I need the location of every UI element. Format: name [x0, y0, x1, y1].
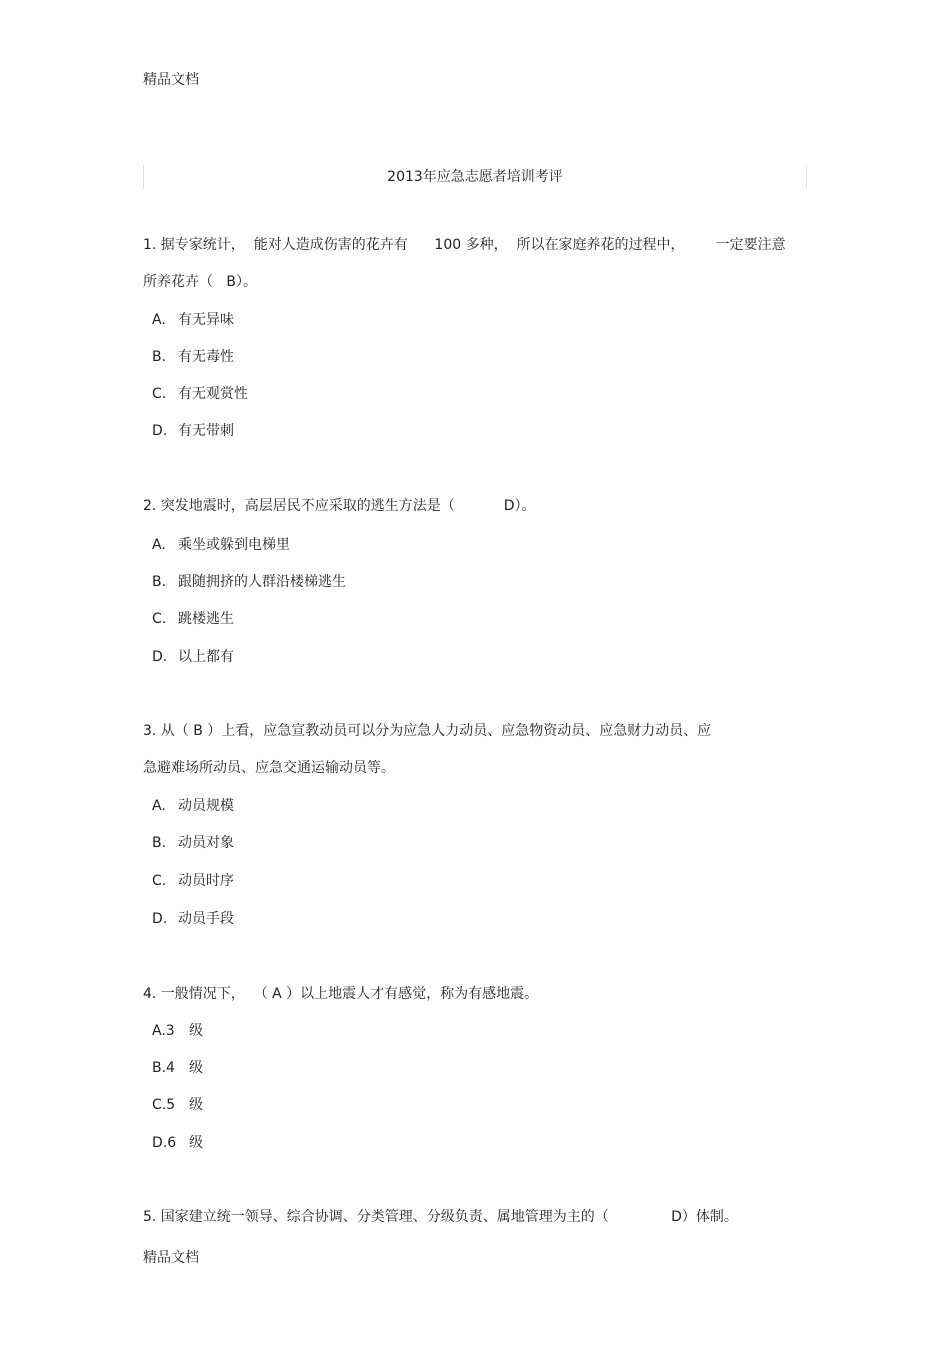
question-4-option-c — [152, 1096, 203, 1114]
option-letter: C. — [152, 611, 167, 627]
option-text: 有无观赏性 — [178, 386, 248, 402]
option-text: 级 — [189, 1135, 203, 1151]
option-letter: A. — [152, 537, 166, 553]
option-letter: A.3 — [152, 1023, 175, 1039]
option-letter: D. — [152, 423, 168, 439]
question-1-line-1: 1. 据专家统计， 能对人造成伤害的花卉有 100 多种， 所以在家庭养花的过程中， 一定要注意 — [143, 237, 786, 253]
option-letter: B.4 — [152, 1060, 175, 1076]
option-letter: B. — [152, 835, 167, 851]
question-3-option-c — [152, 872, 234, 890]
question-3-line-2: 急避难场所动员、应急交通运输动员等。 — [143, 760, 395, 776]
question-4-option-b — [152, 1059, 203, 1077]
option-letter: B. — [152, 349, 167, 365]
option-text: 有无异味 — [178, 312, 234, 328]
option-text: 有无毒性 — [178, 349, 234, 365]
document-title: 2013年应急志愿者培训考评 — [387, 169, 563, 185]
option-text: 乘坐或躲到电梯里 — [178, 537, 290, 553]
option-letter: B. — [152, 574, 167, 590]
question-2-option-a — [152, 536, 290, 554]
option-letter: C. — [152, 873, 167, 889]
option-letter: D. — [152, 649, 168, 665]
question-1-option-b — [152, 348, 234, 366]
option-letter: D.6 — [152, 1135, 177, 1151]
question-2-option-b — [152, 573, 346, 591]
option-letter: C. — [152, 386, 167, 402]
question-3-option-d — [152, 910, 234, 928]
question-2-option-c — [152, 610, 234, 628]
option-letter: C.5 — [152, 1097, 176, 1113]
question-4-line-1: 4. 一般情况下， （ A ）以上地震人才有感觉，称为有感地震。 — [143, 986, 539, 1002]
question-2-line-1: 2. 突发地震时，高层居民不应采取的逃生方法是（ D）。 — [143, 498, 536, 514]
option-text: 有无带刺 — [178, 423, 234, 439]
question-5-line-1: 5. 国家建立统一领导、综合协调、分类管理、分级负责、属地管理为主的（ D）体制。 — [143, 1209, 738, 1225]
question-3-line-1: 3. 从（ B ）上看，应急宣教动员可以分为应急人力动员、应急物资动员、应急财力动员、应 — [143, 723, 712, 739]
footer-label: 精品文档 — [143, 1250, 199, 1266]
option-text: 动员对象 — [178, 835, 234, 851]
question-1-option-d — [152, 422, 234, 440]
option-text: 动员时序 — [178, 873, 234, 889]
option-letter: A. — [152, 312, 166, 328]
option-text: 跟随拥挤的人群沿楼梯逃生 — [178, 574, 346, 590]
question-3-option-a — [152, 797, 234, 815]
option-letter: D. — [152, 911, 168, 927]
question-4-option-d — [152, 1134, 203, 1152]
option-text: 跳楼逃生 — [178, 611, 234, 627]
option-letter: A. — [152, 798, 166, 814]
option-text: 级 — [189, 1097, 203, 1113]
question-1-line-2: 所养花卉（ B）。 — [143, 274, 257, 290]
option-text: 动员规模 — [178, 798, 234, 814]
option-text: 级 — [189, 1023, 203, 1039]
question-2-option-d — [152, 648, 234, 666]
header-label: 精品文档 — [143, 72, 199, 88]
question-4-option-a — [152, 1022, 203, 1040]
option-text: 级 — [189, 1060, 203, 1076]
question-1-option-c — [152, 385, 248, 403]
option-text: 动员手段 — [178, 911, 234, 927]
option-text: 以上都有 — [178, 649, 234, 665]
question-1-option-a — [152, 311, 234, 329]
question-3-option-b — [152, 834, 234, 852]
